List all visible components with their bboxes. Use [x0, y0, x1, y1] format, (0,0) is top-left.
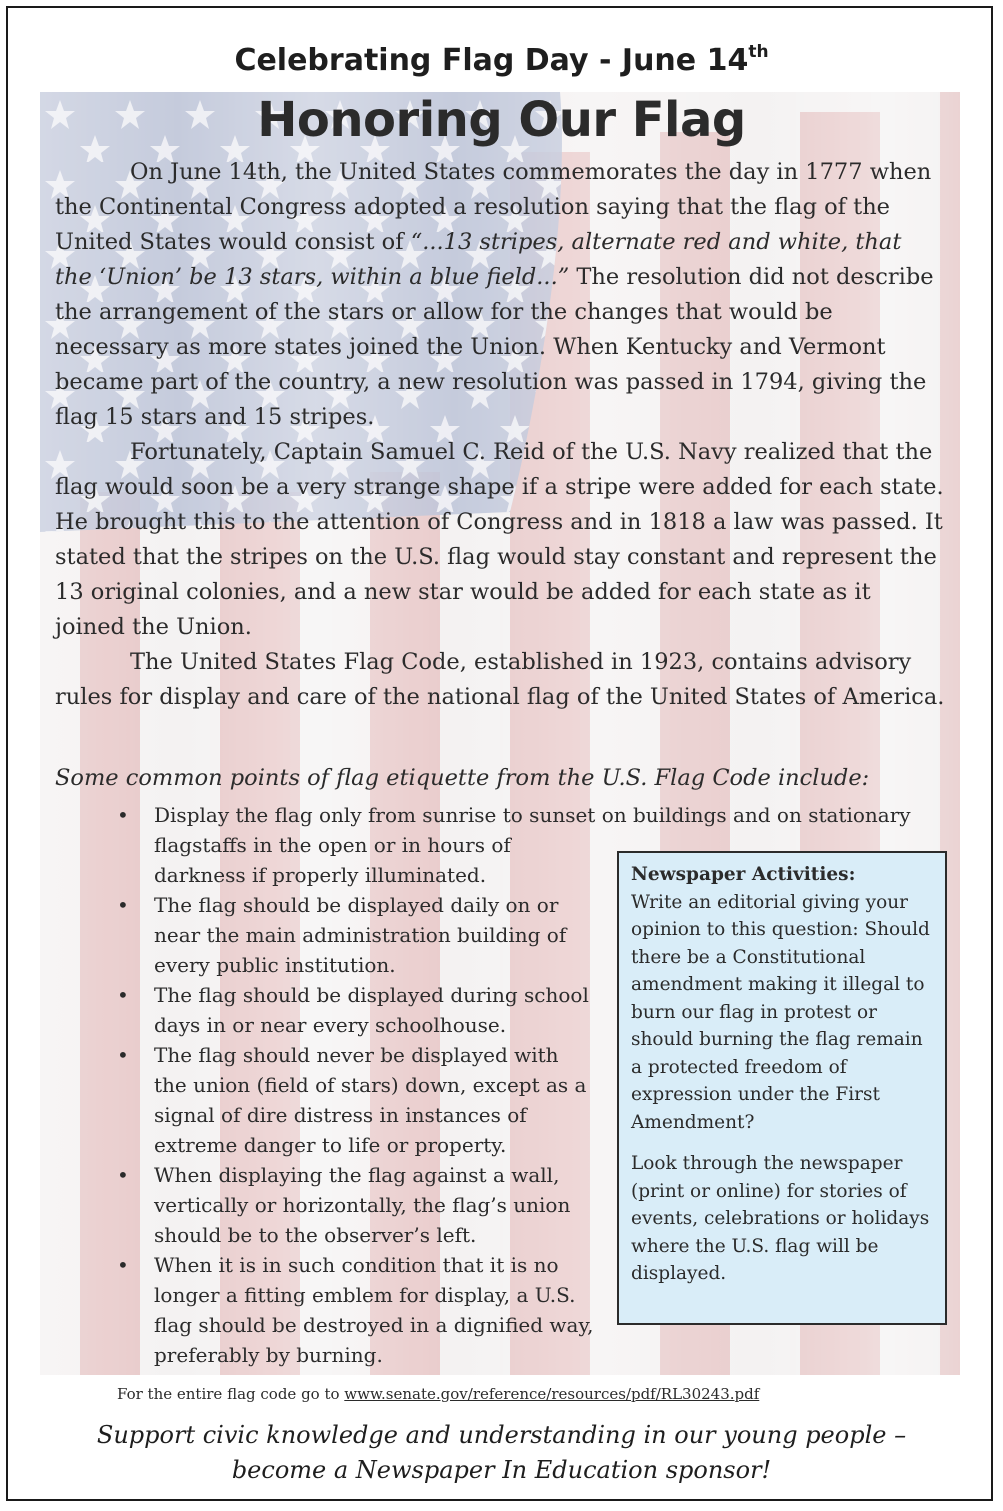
page-title: Honoring Our Flag: [257, 92, 746, 148]
flag-code-footnote: [117, 1385, 917, 1403]
activities-heading: Newspaper Activities:: [631, 864, 856, 885]
list-item: • The flag should be displayed during school days in or near every schoolhouse.: [117, 980, 597, 1040]
page-header: [0, 42, 1003, 78]
activities-search-prompt: Look through the newspaper (print or online) for stories of events, celebrations or holidays where the U.S. flag will be displayed.: [631, 1153, 930, 1284]
newspaper-activities-box: [617, 851, 947, 1325]
paragraph-flag-code: The United States Flag Code, established in 1923, contains advisory rules for display and care of the national flag of the United States of America.: [55, 649, 945, 710]
list-item: • The flag should never be displayed with the union (field of stars) down, except as a signal of dire distress in instances of extreme danger to life or property.: [117, 1040, 597, 1160]
tagline-line-1: Support civic knowledge and understanding in our young people –: [96, 1421, 907, 1449]
list-item: • When displaying the flag against a wall, vertically or horizontally, the flag’s union should be to the observer’s left.: [117, 1160, 597, 1250]
paragraph-1-text: On June 14th, the United States commemorates the day in 1777 when the Continental Congress adopted a resolution saying that the flag of the United States would consist of: [55, 159, 932, 255]
tagline-line-2: become a Newspaper In Education sponsor!: [231, 1456, 772, 1484]
header-title-superscript: th: [748, 42, 769, 62]
list-item-text-line2: flagstaffs in the open or in hours of darkness if properly illuminated.: [154, 833, 511, 887]
flag-code-link[interactable]: www.senate.gov/reference/resources/pdf/RL30243.pdf: [344, 1385, 760, 1403]
resolution-quote: “...13 stripes, alternate red and white, that the ‘Union’ be 13 stars, within a blue field...”: [55, 229, 902, 290]
list-item-text-line1: Display the flag only from sunrise to sunset on buildings and on stationary: [154, 803, 911, 827]
list-item: • When it is in such condition that it is no longer a fitting emblem for display, a U.S. flag should be destroyed in a dignified way, preferably by burning.: [117, 1250, 597, 1370]
paragraph-flag-history: [55, 155, 945, 435]
header-title: Celebrating Flag Day - June 14: [234, 43, 749, 78]
sponsor-tagline: [0, 1418, 1003, 1488]
activities-editorial-prompt: Write an editorial giving your opinion to this question: Should there be a Constitutional amendment making it illegal to burn our flag in protest or should burning the flag remain a protected freedom of expression under the First Amendment?: [631, 891, 930, 1133]
article-body: [55, 155, 945, 715]
footnote-text: For the entire flag code go to: [117, 1385, 345, 1403]
paragraph-1-continuation: The resolution did not describe the arrangement of the stars or allow for the changes that would be necessary as more states joined the Union. When Kentucky and Vermont became part of the country, a new resolution was passed in 1794, giving the flag 15 stars and 15 stripes.: [55, 264, 934, 430]
etiquette-intro: Some common points of flag etiquette from the U.S. Flag Code include:: [55, 765, 870, 791]
list-item: • The flag should be displayed daily on or near the main administration building of every public institution.: [117, 890, 597, 980]
paragraph-samuel-reid: Fortunately, Captain Samuel C. Reid of the U.S. Navy realized that the flag would soon be a very strange shape if a stripe were added for each state. He brought this to the attention of Congress and in 1818 a law was passed. It stated that the stripes on the U.S. flag would stay constant and represent the 13 original colonies, and a new star would be added for each state as it joined the Union.: [55, 439, 944, 640]
